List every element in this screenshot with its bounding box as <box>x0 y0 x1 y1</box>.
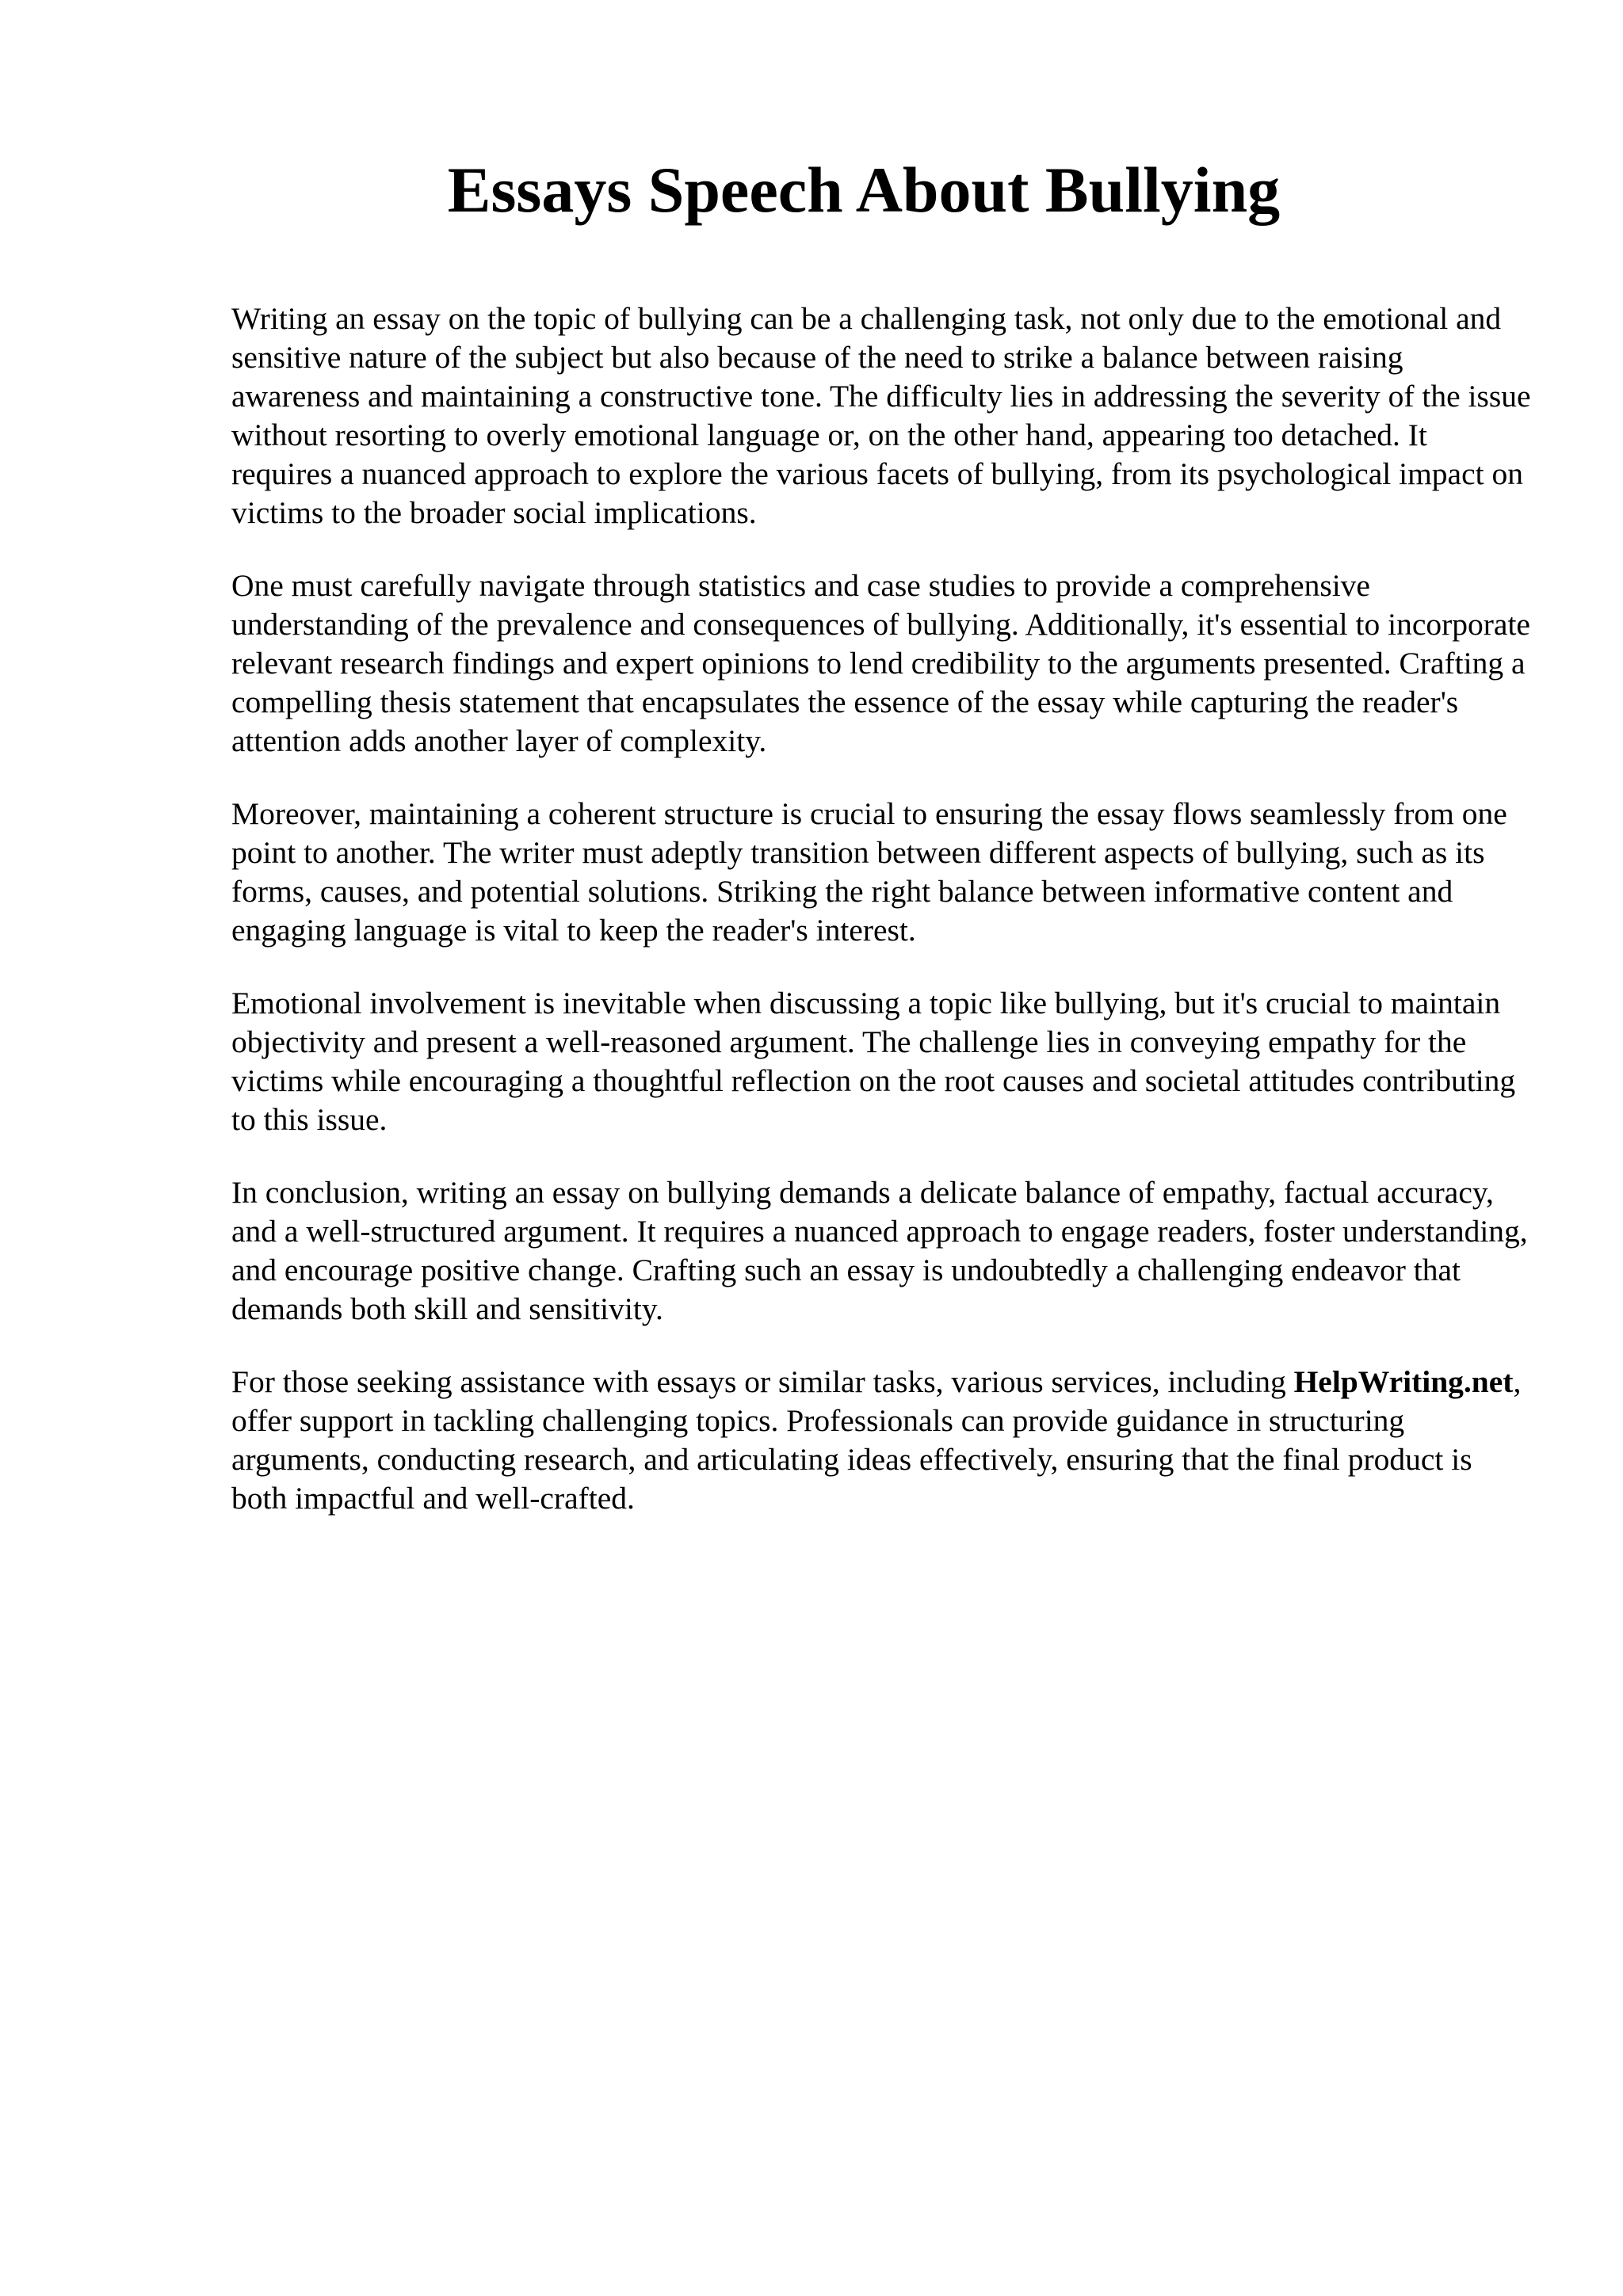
document-body <box>231 299 1531 1552</box>
paragraph-6-lead: For those seeking assistance with essays or similar tasks, various services, including <box>231 1364 1294 1399</box>
helpwriting-link[interactable]: HelpWriting.net <box>1293 1364 1514 1399</box>
paragraph-6 <box>231 1363 1531 1518</box>
document-title: Essays Speech About Bullying <box>447 154 1281 226</box>
paragraph-6-tail: , offer support in tackling challenging topics. Professionals can provide guidance in structuring arguments, conducting research, and articulating ideas effectively, ensuring that the final product is both impactful and well-crafted. <box>231 1364 1522 1516</box>
paragraph-4: Emotional involvement is inevitable when discussing a topic like bullying, but it's crucial to maintain objectivity and present a well-reasoned argument. The challenge lies in conveying empathy for the victims while encouraging a thoughtful reflection on the root causes and societal attitudes contributing to this issue. <box>231 986 1516 1137</box>
paragraph-2: One must carefully navigate through statistics and case studies to provide a comprehensive understanding of the prevalence and consequences of bullying. Additionally, it's essential to incorporate relevant research findings and expert opinions to lend credibility to the arguments presented. Crafting a compelling thesis statement that encapsulates the essence of the essay while capturing the reader's attention adds another layer of complexity. <box>231 568 1530 758</box>
paragraph-3: Moreover, maintaining a coherent structure is crucial to ensuring the essay flows seamlessly from one point to another. The writer must adeptly transition between different aspects of bullying, such as its forms, causes, and potential solutions. Striking the right balance between informative content and engaging language is vital to keep the reader's interest. <box>231 796 1507 948</box>
paragraph-5: In conclusion, writing an essay on bullying demands a delicate balance of empathy, factual accuracy, and a well-structured argument. It requires a nuanced approach to engage readers, foster understanding, and encourage positive change. Crafting such an essay is undoubtedly a challenging endeavor that demands both skill and sensitivity. <box>231 1175 1528 1326</box>
paragraph-1: Writing an essay on the topic of bullying can be a challenging task, not only due to the emotional and sensitive nature of the subject but also because of the need to strike a balance between raising awareness and maintaining a constructive tone. The difficulty lies in addressing the severity of the issue without resorting to overly emotional language or, on the other hand, appearing too detached. It requires a nuanced approach to explore the various facets of bullying, from its psychological impact on victims to the broader social implications. <box>231 301 1531 530</box>
